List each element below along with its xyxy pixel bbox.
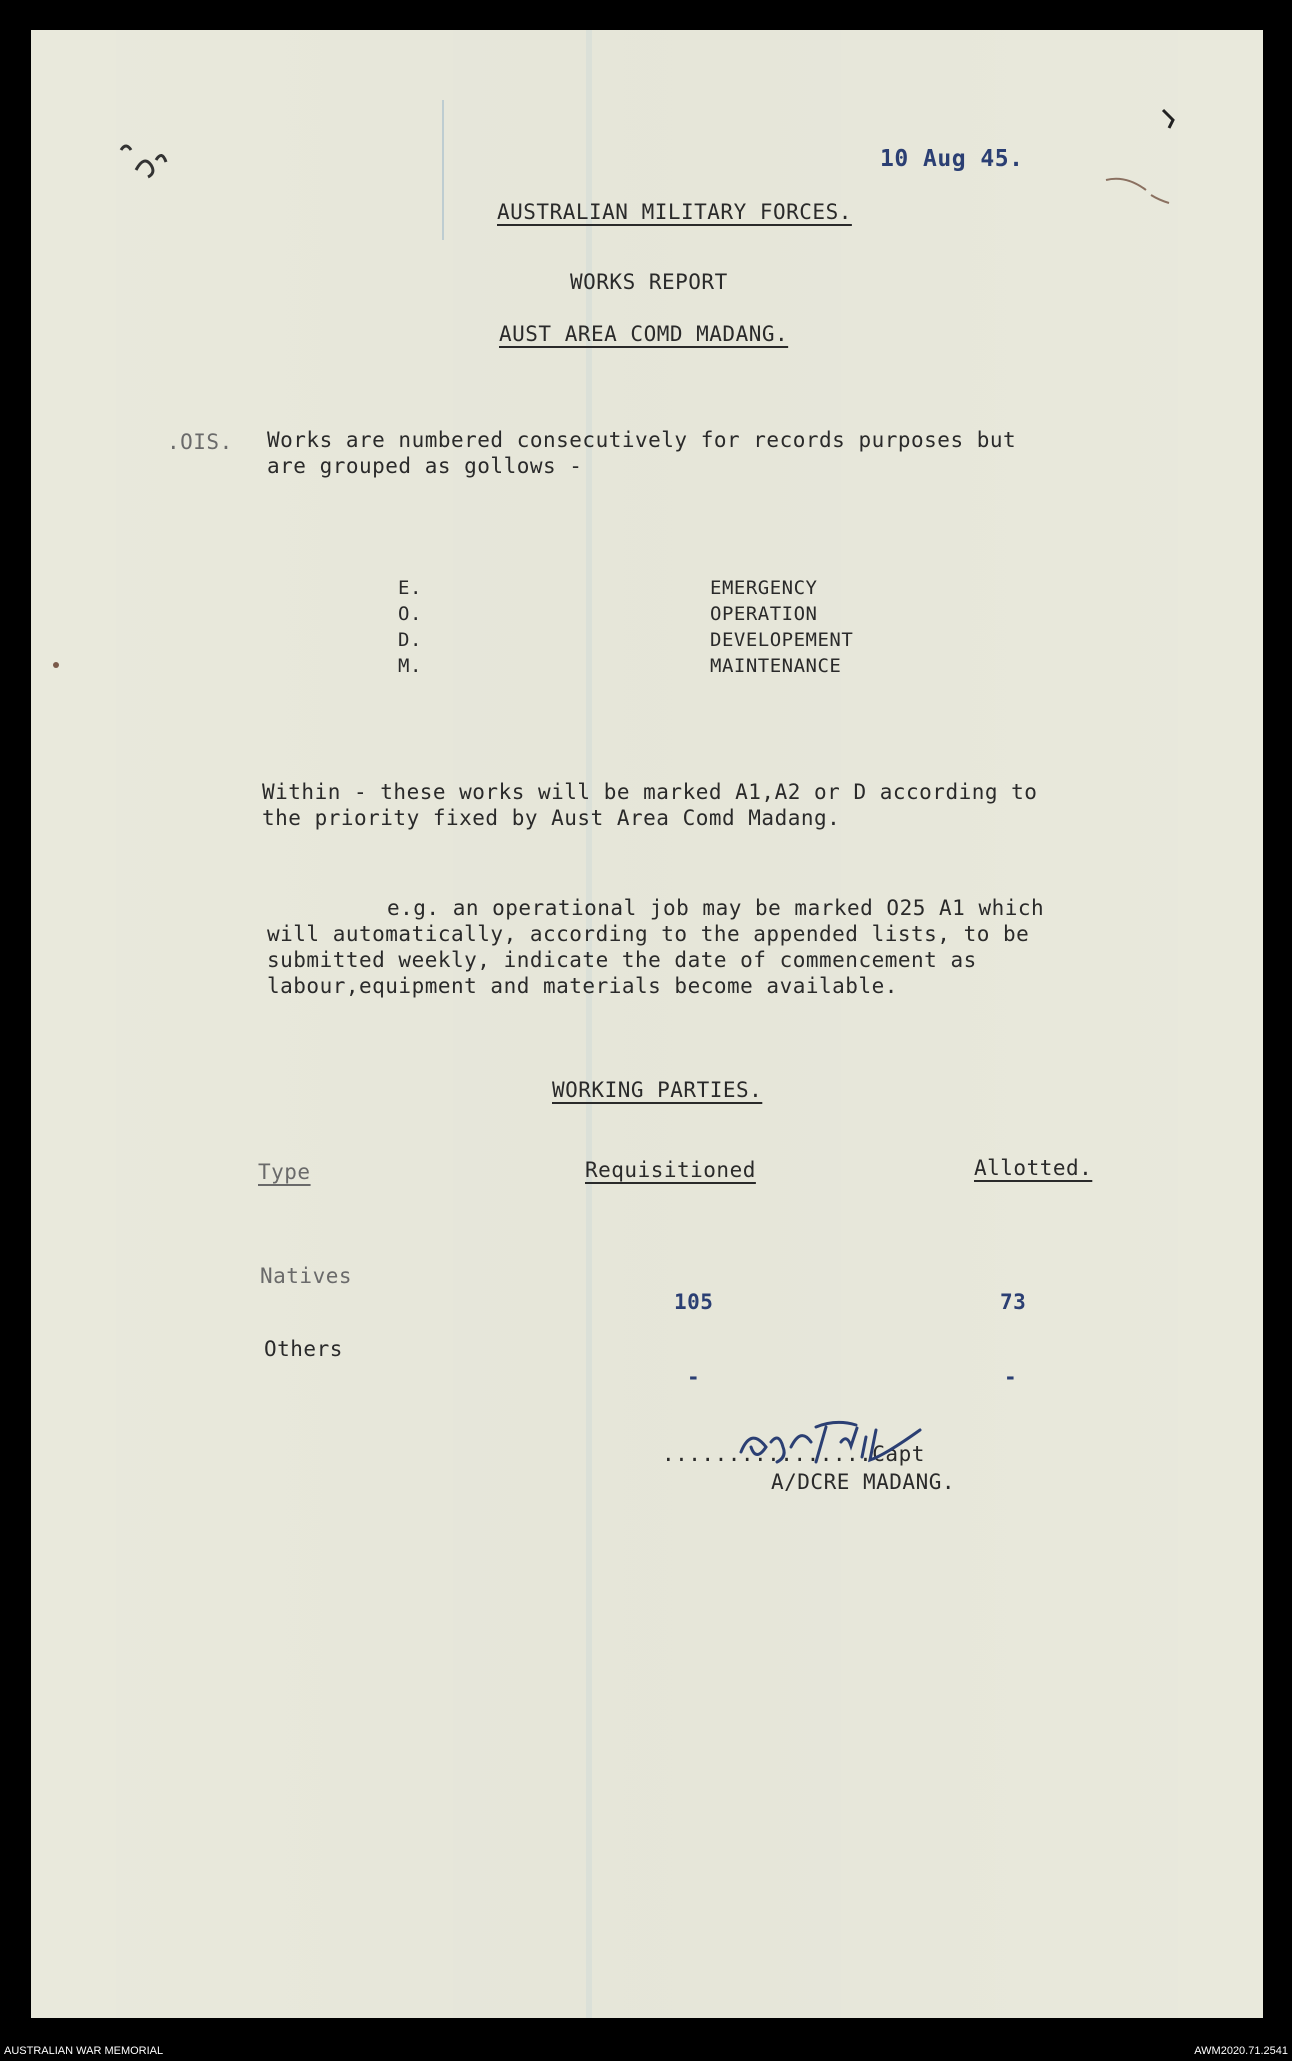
group-code: E. — [398, 577, 422, 599]
group-code: O. — [398, 603, 422, 625]
heading-command: AUST AREA COMD MADANG. — [499, 322, 789, 346]
signature-line: ................Capt — [662, 1442, 925, 1466]
footer-left-credit: AUSTRALIAN WAR MEMORIAL — [4, 2045, 164, 2057]
group-name: DEVELOPEMENT — [710, 629, 854, 651]
table-cell-type: Others — [264, 1337, 343, 1361]
document-date: 10 Aug 45. — [880, 146, 1024, 172]
heading-organization: AUSTRALIAN MILITARY FORCES. — [497, 200, 852, 224]
group-name: OPERATION — [710, 603, 818, 625]
stain-mark-icon — [1101, 160, 1181, 220]
handwritten-mark-icon — [111, 130, 181, 190]
document-page — [31, 30, 1263, 2018]
table-cell-allotted: - — [1004, 1365, 1018, 1389]
handwritten-signature-icon — [731, 1412, 931, 1472]
footer-right-reference: AWM2020.71.2541 — [1194, 2045, 1288, 2057]
table-cell-requisitioned: - — [687, 1365, 701, 1389]
signature-title: A/DCRE MADANG. — [771, 1470, 956, 1494]
within-line-2: the priority fixed by Aust Area Comd Madang. — [262, 806, 841, 830]
example-line-2: will automatically, according to the appended lists, to be — [267, 922, 1030, 946]
table-cell-allotted: 73 — [1000, 1290, 1027, 1314]
heading-report-title: WORKS REPORT — [570, 270, 728, 294]
paper-crease — [442, 100, 444, 240]
table-header-requisitioned: Requisitioned — [585, 1158, 756, 1182]
group-code: D. — [398, 629, 422, 651]
table-cell-requisitioned: 105 — [674, 1290, 714, 1314]
group-name: EMERGENCY — [710, 577, 818, 599]
group-name: MAINTENANCE — [710, 655, 842, 677]
group-code: M. — [398, 655, 422, 677]
table-cell-type: Natives — [260, 1264, 353, 1288]
intro-line-1: Works are numbered consecutively for records purposes but — [267, 428, 1017, 452]
margin-reference: .OIS. — [167, 430, 233, 454]
paper-spot — [53, 662, 59, 668]
example-line-1: e.g. an operational job may be marked O25 A1 which — [387, 896, 1045, 920]
corner-mark-icon — [1151, 100, 1191, 140]
example-line-3: submitted weekly, indicate the date of commencement as — [267, 948, 977, 972]
table-header-type: Type — [258, 1160, 311, 1184]
table-header-allotted: Allotted. — [974, 1156, 1093, 1180]
intro-line-2: are grouped as gollows - — [267, 454, 583, 478]
example-line-4: labour,equipment and materials become available. — [267, 974, 898, 998]
working-parties-heading: WORKING PARTIES. — [552, 1078, 763, 1102]
within-line-1: Within - these works will be marked A1,A2 or D according to — [262, 780, 1038, 804]
